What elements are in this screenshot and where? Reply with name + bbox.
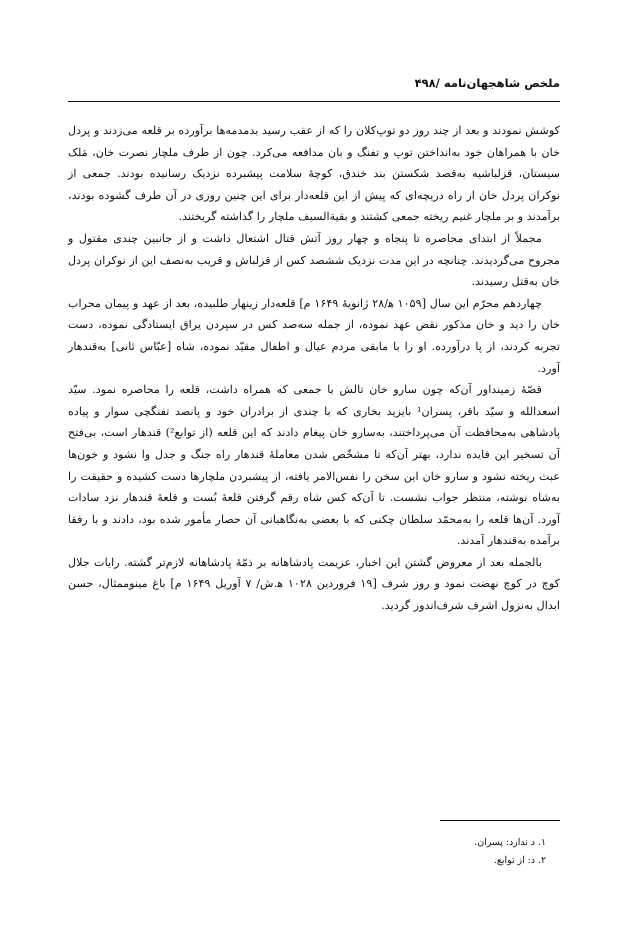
paragraph: قصّهٔ زمینداور آن‌که چون سارو خان تالش با جمعی که همراه داشت، قلعه را محاصره نمود. سیّد اسعدالله و سیّد باقر، پسران¹ بایزید بخاری که با چندی از برادران خود و پانصد تفنگچی سوار و پیاده پادشاهی به‌محافظت آن می‌پرداختند، به‌سارو خان پیغام دادند که این قلعه (از توابع²) قندهار است، بی‌فتح آن تسخیر این فایده ندارد، بهتر آن‌که تا مشخّص شدن معاملهٔ قندهار راه جنگ و جدل وا نشود و خون‌ها عبث ریخته نشود و سارو خان این سخن را نفس‌الامر یافته، از پیشبردن ملچارها دست کشیده و حقیقت را به‌شاه نوشته، منتظر جواب نشست. تا آن‌که کس شاه رقم گرفتن قلعهٔ بُست و قلعهٔ قندهار نزد سادات آورد. آن‌ها قلعه را به‌محمّد سلطان چکنی که با بعضی به‌نگاهبانی آن حصار مأمور شده بود، دادند و با رفقا برآمده به‌قندهار آمدند. xyxy=(68,383,560,548)
running-header: ملخص شاهجهان‌نامه /۴۹۸ xyxy=(414,76,560,90)
main-text xyxy=(68,120,560,617)
footnotes xyxy=(68,834,560,870)
paragraph: کوشش نمودند و بعد از چند روز دو توپ‌کلان را که از عقب رسید بدمدمه‌ها برآورده بر قلعه می‌زدند و پردل خان با همراهان خود به‌انداختن توپ و تفنگ و بان مدافعه می‌کرد. چون از طرف ملچار نصرت خان، مَلک سیستان، قزلباشیه به‌قصد شکستن بند خندق، کوچهٔ سلامت پیشبرده نزدیک رسانیده بودند. جمعی از نوکران پردل خان از راه دریچه‌ای که پیش از این قلعه‌دار برای این چنین روزی در آن طرف گشوده بودند، برآمدند و بر ملچار غنیم ریخته جمعی کشتند و بقیة‌السیف ملچار را گذاشته گریختند. xyxy=(68,124,560,224)
header-rule xyxy=(68,101,560,102)
footnote-rule xyxy=(440,820,560,821)
paragraph: بالجمله بعد از معروض گشتن این اخبار، عزیمت پادشاهانه بر ذمّهٔ پادشاهانه لازم‌تر گشته. رایات جلال کوچ در کوچ نهضت نمود و روز شرف [۱۹ فروردین ۱۰۲۸ ه‍.ش/ ۷ آوریل ۱۶۴۹ م] باغ مینوممثال، حسن ابدال به‌نزول اشرف شرف‌اندوز گردید. xyxy=(68,555,560,613)
footnote: ۱. د ندارد: پسران. xyxy=(474,837,546,848)
paragraph: چهاردهم محرّم این سال [۱۰۵۹ ه‍/۲۸ ژانویهٔ ۱۶۴۹ م] قلعه‌دار زینهار طلبیده، بعد از عهد و پیمان محراب خان را دید و خان مذکور نقض عهد نموده، از جمله سه‌صد کس در سپردن یراق ایستادگی نموده، دست تجربه کردند، از پا درآورده. او را با مابقی مردم عیال و اطفال مقیّد نموده، شاه [عبّاس ثانی] به‌قندهار آورد. xyxy=(68,296,560,375)
footnote: ۲. د: از توابع. xyxy=(493,855,546,866)
paragraph: مجملاً از ابتدای محاصره تا پنجاه و چهار روز آتش قتال اشتعال داشت و از جانبین چندی مقتول و مجروح می‌گردیدند. چنانچه در این مدت نزدیک ششصد کس از قزلباش و قریب به‌نصف این از نوکران پردل خان به‌قتل رسیدند. xyxy=(68,231,560,289)
